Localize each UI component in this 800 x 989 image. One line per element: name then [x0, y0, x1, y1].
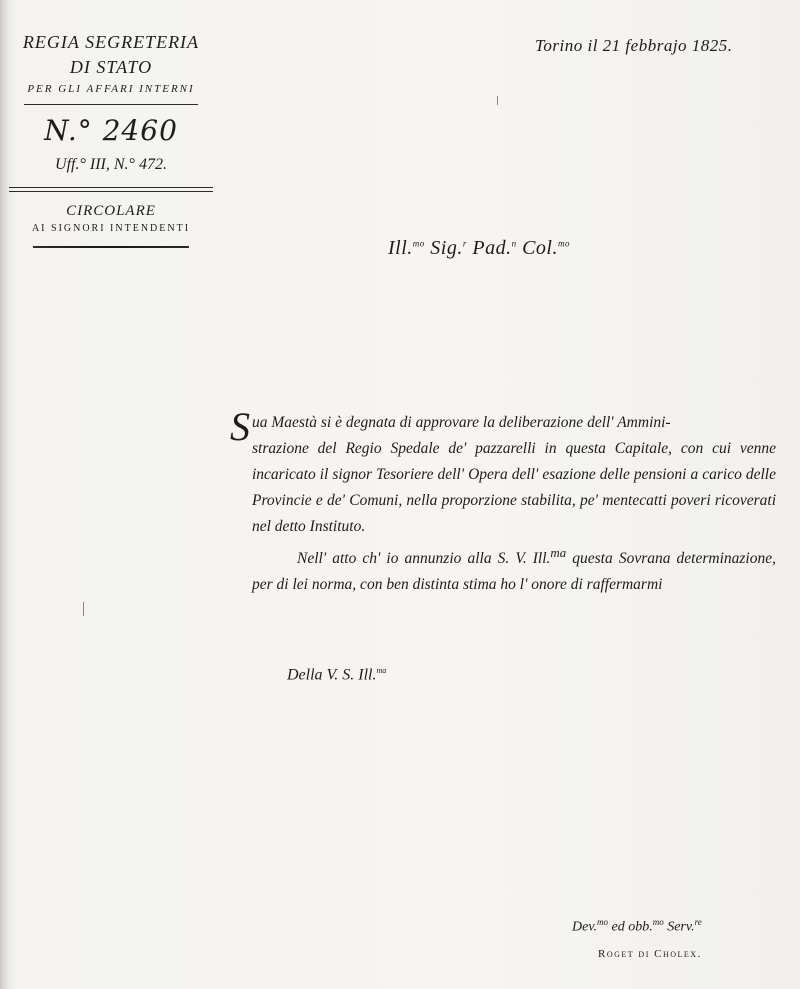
paragraph-2-sup: ma [550, 545, 567, 560]
letterhead-line-2: DI STATO [69, 57, 153, 77]
closing-serv: Serv. [663, 919, 695, 935]
paragraph-2-text [252, 540, 776, 598]
letterhead [6, 30, 216, 248]
drop-cap: S [230, 404, 250, 449]
circular-subtitle: AI SIGNORI INTENDENTI [31, 223, 191, 234]
closing-serv-sup: re [694, 917, 702, 927]
paragraph-2-part-a: Nell' atto ch' io annunzio alla S. V. Ill. [297, 550, 551, 568]
signature: Roget di Cholex. [598, 948, 702, 960]
double-rule [9, 187, 213, 192]
letterhead-line-3: PER GLI AFFARI INTERNI [27, 83, 195, 95]
letter-body [228, 404, 776, 598]
closing-formula [572, 917, 702, 936]
addressee-pad-sup: n [511, 238, 517, 249]
closing-dev: Dev. [572, 919, 597, 935]
thick-rule [33, 246, 189, 248]
paragraph-2 [228, 540, 776, 598]
addressee-col-sup: mo [557, 238, 570, 249]
closing-obb-sup: mo [652, 917, 664, 927]
paragraph-1 [228, 404, 776, 449]
addressee-sig-sup: r [462, 238, 467, 249]
closing-ed: ed obb. [608, 919, 653, 935]
paragraph-1-first-line: ua Maestà si è degnata di approvare la deliberazione dell' Ammini- [252, 414, 671, 431]
addressee-ill-sup: mo [412, 238, 425, 249]
paper-mark [83, 602, 84, 616]
paper-mark [497, 96, 498, 105]
addressee-col: Col. [522, 237, 558, 259]
paragraph-2-part-b: questa Sovrana determinazione, per di lei norma, con ben distinta stima ho l' onore di raffermarmi [252, 550, 776, 594]
salutation-sup: ma [376, 666, 387, 675]
closing-dev-sup: mo [597, 917, 608, 927]
addressee-pad: Pad. [472, 237, 512, 259]
letter-date: Torino il 21 febbrajo 1825. [535, 36, 733, 55]
addressee-sig: Sig. [430, 237, 463, 259]
addressee-ill: Ill. [388, 237, 413, 259]
salutation-text: Della V. S. Ill. [287, 666, 377, 684]
letterhead-rule [24, 104, 198, 105]
office-reference: Uff.° III, N.° 472. [55, 156, 167, 173]
paragraph-1-rest: strazione del Regio Spedale de' pazzarelli in questa Capitale, con cui venne incaricato il signor Tesoriere dell' Opera dell' esazione delle pensioni a carico delle Provincie e de' Comuni, nella proporzione stabilita, pe' mentecatti poveri ricoverati nel detto Instituto. [252, 440, 776, 535]
letterhead-line-1: REGIA SEGRETERIA [22, 32, 200, 52]
protocol-number: N.° 2460 [44, 114, 178, 147]
addressee [388, 237, 570, 260]
salutation [287, 666, 386, 684]
circular-title: CIRCOLARE [66, 203, 156, 219]
